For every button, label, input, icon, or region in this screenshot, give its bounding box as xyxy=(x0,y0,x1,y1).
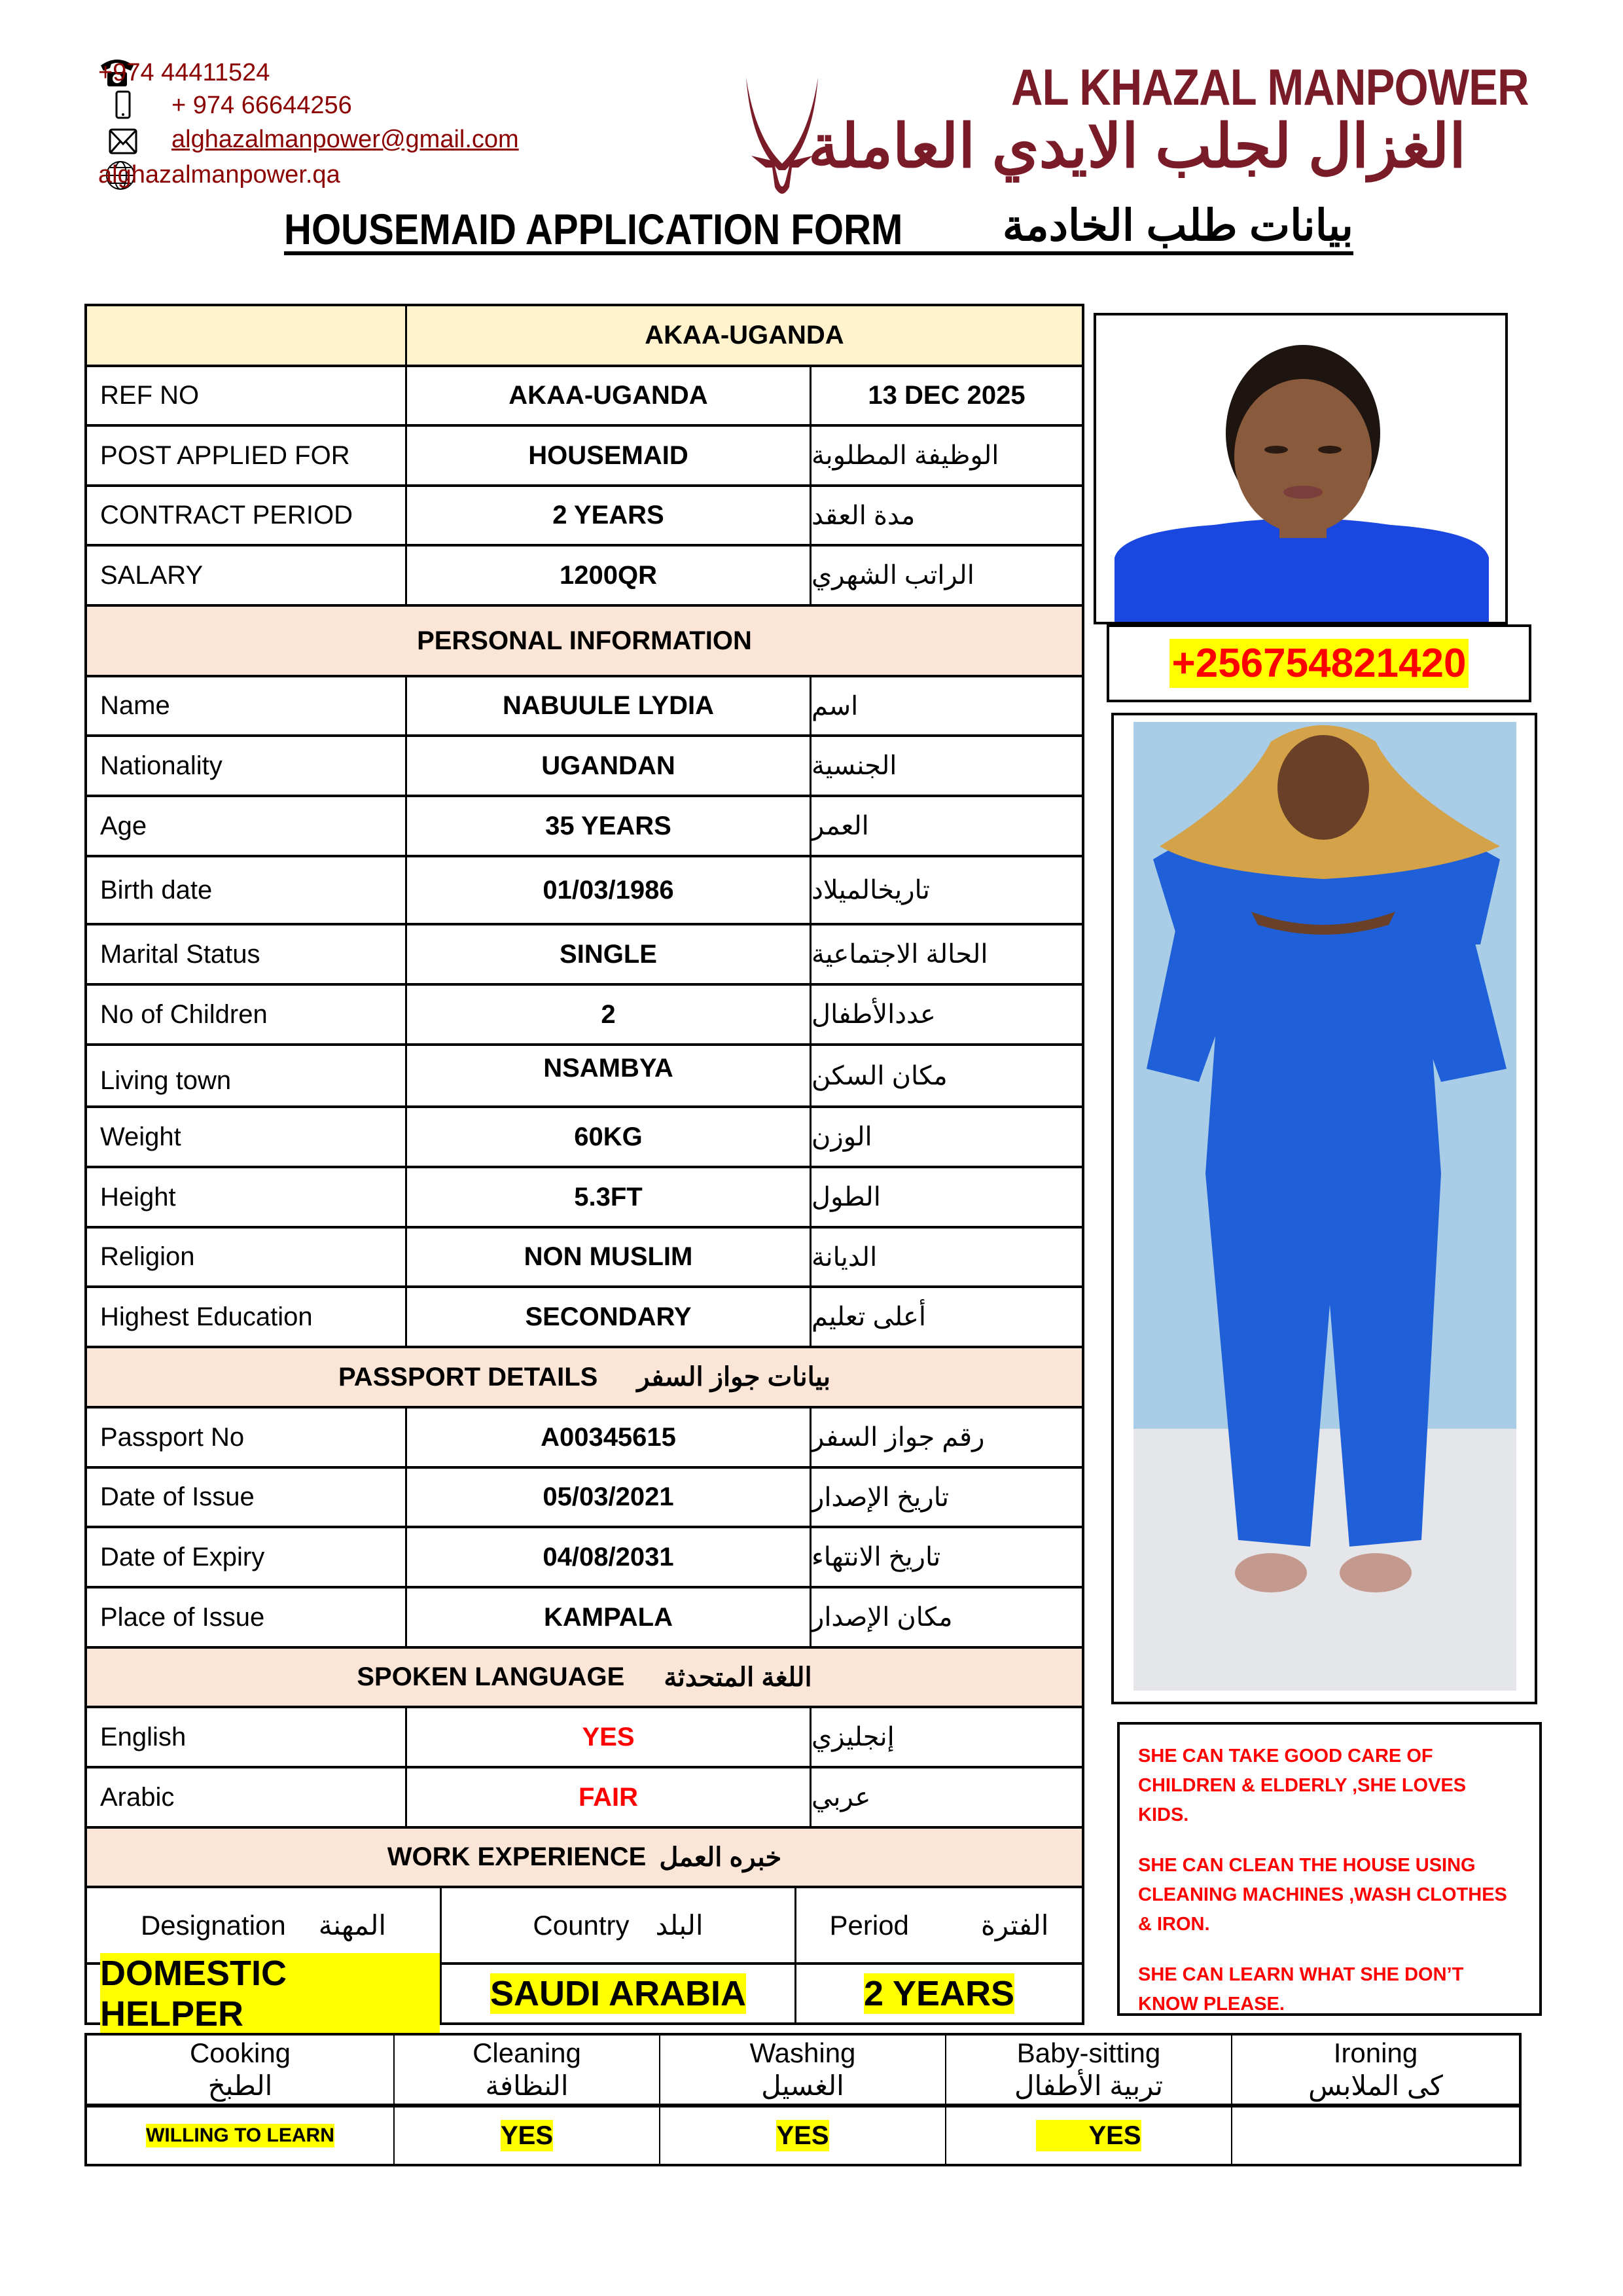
place-of-issue-label: Place of Issue xyxy=(87,1588,407,1646)
language-heading-ar: اللغة المتحدثة xyxy=(664,1662,812,1692)
language-heading-en: SPOKEN LANGUAGE xyxy=(357,1662,625,1691)
skill-babysitting-value-cell xyxy=(946,2108,1232,2164)
marital-status-label-ar: الحالة الاجتماعية xyxy=(812,940,988,969)
designation-value: DOMESTIC HELPER xyxy=(100,1953,440,2034)
form-title xyxy=(284,201,1353,255)
period-value: 2 YEARS xyxy=(863,1974,1015,2013)
period-ar: الفترة xyxy=(980,1910,1049,1941)
height-label-ar: الطول xyxy=(812,1183,881,1211)
candidate-notes xyxy=(1117,1722,1542,2016)
skill-label: Cleaning xyxy=(473,2037,581,2068)
form-title-ar: بيانات طلب الخادمة xyxy=(1002,201,1353,249)
skill-label: Cooking xyxy=(189,2037,291,2068)
living-town-value: NSAMBYA xyxy=(407,1046,812,1105)
portrait-photo xyxy=(1094,313,1508,624)
passport-row xyxy=(87,1586,1082,1646)
skill-value: YES xyxy=(500,2121,554,2150)
skill-cooking-value-cell xyxy=(87,2108,395,2164)
education-label: Highest Education xyxy=(87,1288,407,1346)
period-value-cell xyxy=(796,1965,1082,2022)
country-value: SAUDI ARABIA xyxy=(490,1974,746,2013)
issue-date-label: Date of Issue xyxy=(87,1469,407,1526)
note-item: SHE CAN TAKE GOOD CARE OF CHILDREN & ELDERLY ,SHE LOVES KIDS. xyxy=(1138,1746,1467,1825)
banner-blank-cell xyxy=(87,306,407,365)
skill-label: Washing xyxy=(749,2037,856,2068)
children-label-ar: عددالأطفال xyxy=(812,1000,936,1029)
education-label-ar: أعلى تعليم xyxy=(812,1302,927,1331)
passport-heading-en: PASSPORT DETAILS xyxy=(338,1362,598,1391)
passport-row xyxy=(87,1466,1082,1526)
skill-label-ar: النظافة xyxy=(485,2070,569,2101)
period-en: Period xyxy=(829,1909,909,1941)
skill-ironing-value-cell xyxy=(1232,2108,1519,2164)
contract-period-value: 2 YEARS xyxy=(407,487,812,544)
contract-period-label: CONTRACT PERIOD xyxy=(87,487,407,544)
skill-label: Ironing xyxy=(1333,2037,1418,2068)
ref-no-row xyxy=(87,365,1082,424)
ref-no-label: REF NO xyxy=(87,367,407,424)
personal-row xyxy=(87,675,1082,734)
place-of-issue-value: KAMPALA xyxy=(407,1588,812,1646)
skill-cooking-header xyxy=(87,2036,395,2104)
skill-label-ar: الغسيل xyxy=(761,2070,844,2101)
post-applied-value: HOUSEMAID xyxy=(407,427,812,484)
personal-info-heading: PERSONAL INFORMATION xyxy=(87,607,1082,675)
arabic-label-ar: عربي xyxy=(812,1783,871,1812)
salary-value: 1200QR xyxy=(407,547,812,604)
name-label-ar: اسم xyxy=(812,691,859,721)
english-value: YES xyxy=(407,1708,812,1766)
passport-no-label-ar: رقم جواز السفر xyxy=(812,1423,985,1452)
weight-label-ar: الوزن xyxy=(812,1122,872,1151)
passport-heading xyxy=(87,1348,1082,1406)
contract-period-label-ar: مدة العقد xyxy=(812,501,916,530)
personal-row xyxy=(87,1285,1082,1346)
nationality-label: Nationality xyxy=(87,737,407,795)
skills-values-row xyxy=(87,2108,1519,2164)
skill-label-ar: تربية الأطفال xyxy=(1014,2070,1164,2101)
designation-en: Designation xyxy=(140,1909,286,1941)
expiry-date-label: Date of Expiry xyxy=(87,1528,407,1586)
candidate-phone-box xyxy=(1107,624,1531,702)
skill-label-ar: كى الملابس xyxy=(1308,2070,1443,2101)
skill-washing-value-cell xyxy=(660,2108,946,2164)
english-label: English xyxy=(87,1708,407,1766)
personal-row xyxy=(87,1043,1082,1105)
english-label-ar: إنجليزي xyxy=(812,1723,895,1751)
birth-date-label: Birth date xyxy=(87,857,407,923)
experience-columns-row xyxy=(87,1886,1082,1962)
nationality-value: UGANDAN xyxy=(407,737,812,795)
candidate-phone-number: +256754821420 xyxy=(1169,639,1469,688)
agency-banner: AKAA-UGANDA xyxy=(407,306,1082,365)
passport-heading-ar: بيانات جواز السفر xyxy=(637,1363,831,1391)
passport-header-row xyxy=(87,1346,1082,1406)
note-item: SHE CAN LEARN WHAT SHE DON’T KNOW PLEASE. xyxy=(1138,1964,1464,2015)
age-value: 35 YEARS xyxy=(407,797,812,855)
country-column-header xyxy=(442,1888,796,1962)
height-value: 5.3FT xyxy=(407,1168,812,1226)
children-label: No of Children xyxy=(87,986,407,1043)
post-applied-row xyxy=(87,424,1082,484)
form-title-en: HOUSEMAID APPLICATION FORM xyxy=(284,205,903,253)
personal-row xyxy=(87,795,1082,855)
passport-row xyxy=(87,1406,1082,1466)
ref-no-value: AKAA-UGANDA xyxy=(407,367,812,424)
children-value: 2 xyxy=(407,986,812,1043)
skill-value: YES xyxy=(1036,2120,1141,2151)
living-town-label-ar: مكان السكن xyxy=(812,1061,948,1090)
passport-row xyxy=(87,1526,1082,1586)
personal-row xyxy=(87,855,1082,923)
age-label: Age xyxy=(87,797,407,855)
weight-value: 60KG xyxy=(407,1108,812,1166)
personal-row xyxy=(87,923,1082,983)
expiry-date-value: 04/08/2031 xyxy=(407,1528,812,1586)
salary-label: SALARY xyxy=(87,547,407,604)
personal-info-header-row xyxy=(87,604,1082,675)
agency-banner-row xyxy=(87,306,1082,365)
personal-row xyxy=(87,734,1082,795)
post-applied-label-ar: الوظيفة المطلوبة xyxy=(812,441,999,470)
passport-no-value: A00345615 xyxy=(407,1408,812,1466)
marital-status-value: SINGLE xyxy=(407,925,812,983)
personal-row xyxy=(87,1105,1082,1166)
full-body-photo xyxy=(1111,713,1537,1704)
website-link[interactable]: alghazalmanpower.qa xyxy=(98,161,340,188)
personal-row xyxy=(87,1166,1082,1226)
language-row xyxy=(87,1766,1082,1826)
name-label: Name xyxy=(87,677,407,734)
experience-heading xyxy=(87,1829,1082,1886)
nationality-label-ar: الجنسية xyxy=(812,751,897,780)
birth-date-label-ar: تاريخالميلاد xyxy=(812,876,930,905)
education-value: SECONDARY xyxy=(407,1288,812,1346)
skill-label: Baby-sitting xyxy=(1016,2037,1161,2068)
experience-header-row xyxy=(87,1826,1082,1886)
company-name-ar: الغزال لجلب الايدي العاملة xyxy=(808,113,1466,180)
name-value: NABUULE LYDIA xyxy=(407,677,812,734)
designation-column-header xyxy=(87,1888,442,1962)
mobile-phone-icon xyxy=(115,90,131,124)
designation-ar: المهنة xyxy=(318,1910,387,1941)
salary-label-ar: الراتب الشهري xyxy=(812,561,974,590)
skill-value: YES xyxy=(776,2121,829,2150)
skill-label-ar: الطبخ xyxy=(207,2070,273,2101)
arabic-value: FAIR xyxy=(407,1768,812,1826)
experience-heading-en: WORK EXPERIENCE xyxy=(387,1842,647,1871)
skills-header-row xyxy=(87,2036,1519,2108)
skill-washing-header xyxy=(660,2036,946,2104)
passport-no-label: Passport No xyxy=(87,1408,407,1466)
envelope-icon xyxy=(109,128,137,159)
country-ar: البلد xyxy=(655,1910,704,1941)
religion-label-ar: الديانة xyxy=(812,1242,878,1272)
post-applied-label: POST APPLIED FOR xyxy=(87,427,407,484)
experience-values-row xyxy=(87,1954,1082,2034)
form-date: 13 DEC 2025 xyxy=(868,381,1026,410)
birth-date-value: 01/03/1986 xyxy=(407,857,812,923)
personal-row xyxy=(87,1226,1082,1285)
language-header-row xyxy=(87,1646,1082,1706)
living-town-label: Living town xyxy=(87,1046,407,1105)
country-en: Country xyxy=(533,1909,630,1941)
weight-label: Weight xyxy=(87,1108,407,1166)
religion-label: Religion xyxy=(87,1229,407,1285)
note-item: SHE CAN CLEAN THE HOUSE USING CLEANING MACHINES ,WASH CLOTHES & IRON. xyxy=(1138,1855,1507,1935)
age-label-ar: العمر xyxy=(812,812,869,840)
issue-date-value: 05/03/2021 xyxy=(407,1469,812,1526)
arabic-label: Arabic xyxy=(87,1768,407,1826)
company-name-en: AL KHAZAL MANPOWER xyxy=(1011,58,1529,116)
skill-babysitting-header xyxy=(946,2036,1232,2104)
skill-ironing-header xyxy=(1232,2036,1519,2104)
skill-cleaning-header xyxy=(395,2036,660,2104)
height-label: Height xyxy=(87,1168,407,1226)
place-of-issue-label-ar: مكان الإصدار xyxy=(812,1603,953,1632)
designation-value-cell xyxy=(87,1954,442,2034)
application-table xyxy=(84,304,1084,2034)
mobile-number: + 974 66644256 xyxy=(171,92,352,119)
period-column-header xyxy=(796,1888,1082,1962)
issue-date-label-ar: تاريخ الإصدار xyxy=(812,1482,950,1512)
language-row xyxy=(87,1706,1082,1766)
contract-period-row xyxy=(87,484,1082,544)
skills-table xyxy=(84,2033,1522,2166)
language-heading xyxy=(87,1649,1082,1706)
country-value-cell xyxy=(442,1965,796,2022)
landline-number: +974 44411524 xyxy=(98,59,270,86)
salary-row xyxy=(87,544,1082,604)
religion-value: NON MUSLIM xyxy=(407,1229,812,1285)
email-link[interactable]: alghazalmanpower@gmail.com xyxy=(171,126,519,153)
personal-row xyxy=(87,983,1082,1043)
experience-heading-ar: خبره العمل xyxy=(659,1842,782,1872)
marital-status-label: Marital Status xyxy=(87,925,407,983)
skill-value: WILLING TO LEARN xyxy=(146,2125,334,2146)
skill-cleaning-value-cell xyxy=(395,2108,660,2164)
expiry-date-label-ar: تاريخ الانتهاء xyxy=(812,1543,941,1571)
